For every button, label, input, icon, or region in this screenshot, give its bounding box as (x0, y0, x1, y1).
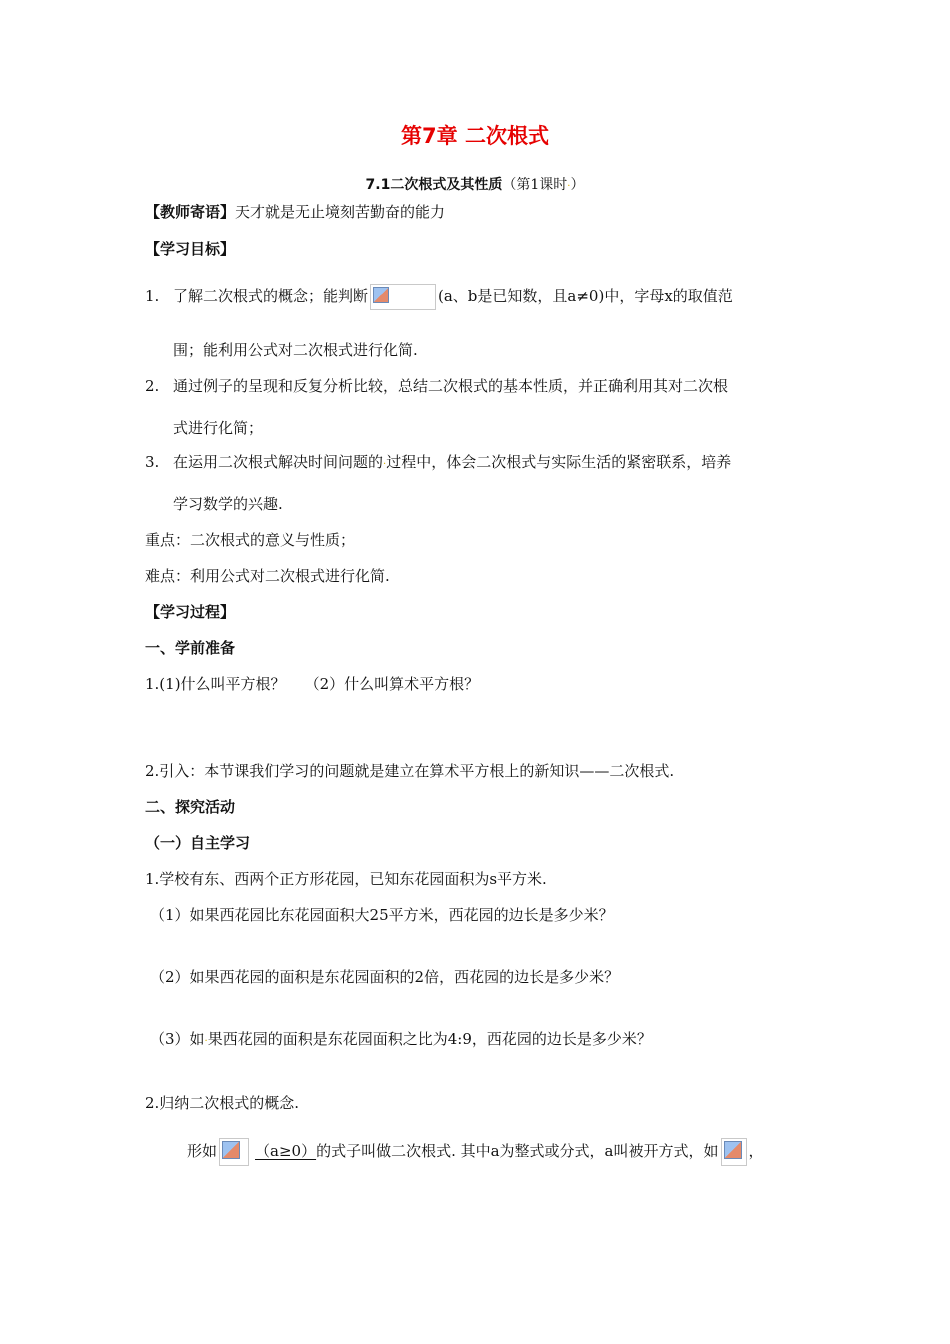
objectives-heading: 【学习目标】 (145, 240, 236, 258)
lesson-subtitle-note: （第1课时 (502, 177, 568, 193)
question-1: 1.(1)什么叫平方根？ （2）什么叫算术平方根？ (145, 675, 480, 693)
chapter-title: 第7章 二次根式 (401, 124, 549, 148)
problem-1-part-1: （1）如果西花园比东花园面积大25平方米，西花园的边长是多少米？ (150, 906, 614, 924)
objective-3-text-before: 在运用二次根式解决时间问题的 (173, 453, 384, 471)
broken-image-icon (370, 284, 436, 310)
objective-3-line1 (173, 453, 731, 471)
objective-1-text-after: (a、b是已知数，且a≠0)中，字母x的取值范 (438, 287, 733, 305)
definition-end: ， (748, 1142, 764, 1160)
problem-1-part-2: （2）如果西花园的面积是东花园面积的2倍，西花园的边长是多少米？ (150, 968, 620, 986)
objective-3-line2: 学习数学的兴趣. (173, 495, 283, 513)
objective-2-line1: 通过例子的呈现和反复分析比较，总结二次根式的基本性质，并正确利用其对二次根 (173, 377, 729, 395)
definition-before: 形如 (187, 1142, 218, 1160)
question-2: 2.引入：本节课我们学习的问题就是建立在算术平方根上的新知识——二次根式. (145, 762, 675, 780)
problem-2: 2.归纳二次根式的概念. (145, 1094, 300, 1112)
objective-1-number: 1. (145, 287, 160, 305)
teacher-words-label: 【教师寄语】 (145, 203, 236, 221)
objective-3-text-after: 过程中，体会二次根式与实际生活的紧密联系，培养 (386, 453, 732, 471)
broken-image-icon (721, 1138, 747, 1166)
objective-2-line2: 式进行化简； (173, 419, 264, 437)
subsection-self-study: （一）自主学习 (145, 834, 251, 852)
problem-1-part-3 (150, 1030, 652, 1048)
problem-1-part-3-before: （3）如 (150, 1030, 205, 1048)
teacher-words-text: 天才就是无止境刻苦勤奋的能力 (235, 203, 446, 221)
definition-condition: （a≥0） (255, 1142, 317, 1160)
broken-image-icon (219, 1138, 249, 1166)
marker-dot: · (204, 1036, 208, 1047)
teacher-words (145, 203, 445, 221)
section-2-heading: 二、探究活动 (145, 798, 236, 816)
problem-1: 1.学校有东、西两个正方形花园，已知东花园面积为s平方米. (145, 870, 547, 888)
objective-3-number: 3. (145, 453, 160, 471)
lesson-subtitle (0, 177, 950, 194)
objective-1-line2: 围；能利用公式对二次根式进行化简. (173, 341, 418, 359)
section-1-heading: 一、学前准备 (145, 639, 236, 657)
difficult-point: 难点：利用公式对二次根式进行化简. (145, 567, 390, 585)
process-heading: 【学习过程】 (145, 603, 236, 621)
definition-middle: 的式子叫做二次根式. 其中a为整式或分式，a叫被开方式，如 (316, 1142, 719, 1160)
problem-1-part-3-after: 果西花园的面积是东花园面积之比为4:9，西花园的边长是多少米？ (207, 1030, 652, 1048)
lesson-subtitle-main: 7.1二次根式及其性质 (365, 177, 503, 193)
marker-dot: · (567, 181, 571, 192)
marker-dot: · (383, 459, 387, 470)
definition-line (187, 1138, 764, 1166)
key-point: 重点：二次根式的意义与性质； (145, 531, 356, 549)
objective-2-number: 2. (145, 377, 160, 395)
objective-1-line1 (173, 284, 733, 310)
lesson-subtitle-note-end: ） (570, 177, 585, 193)
objective-1-text-before: 了解二次根式的概念；能判断 (173, 287, 369, 305)
